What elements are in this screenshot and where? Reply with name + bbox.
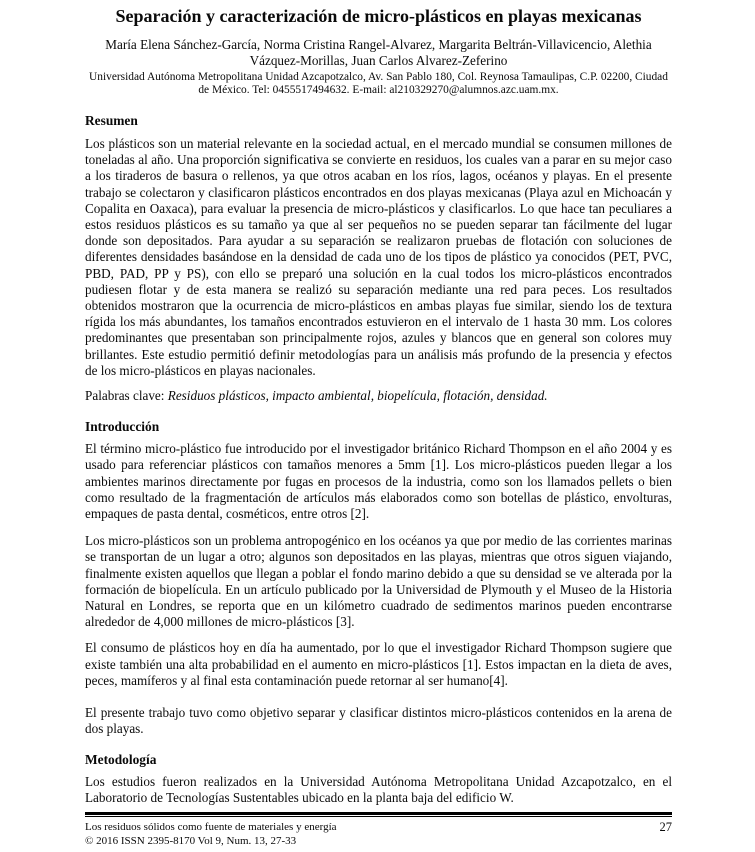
keywords-label: Palabras clave: bbox=[85, 388, 168, 404]
page-footer bbox=[85, 812, 672, 848]
introduccion-paragraph-2: Los micro-plásticos son un problema antropogénico en los océanos ya que por medio de las corrientes marinas se transportan de un lugar a otro; algunos son depositados en las playas, mientras que otros siguen viajando, finalmente existen aquellos que llegan a poblar el fondo marino debido a que su densidad se ve alterada por la formación de biopelícula. En un artículo publicado por la Universidad de Plymouth y el Museo de la Historia Natural en Londres, se reporta que en un kilómetro cuadrado de sedimentos marinos pueden encontrarse alrededor de 4,000 millones de micro-plásticos [3]. bbox=[85, 533, 672, 630]
footer-row bbox=[85, 820, 672, 848]
page-number: 27 bbox=[659, 820, 672, 834]
metodologia-paragraph: Los estudios fueron realizados en la Universidad Autónoma Metropolitana Unidad Azcapotzalco, en el Laboratorio de Tecnologías Sustentables ubicado en la planta baja del edificio W. bbox=[85, 773, 672, 805]
keywords-text: Residuos plásticos, impacto ambiental, biopelícula, flotación, densidad. bbox=[167, 388, 548, 404]
footer-rule-thick bbox=[85, 812, 672, 815]
section-heading-introduccion: Introducción bbox=[85, 419, 160, 435]
paper-affiliation: Universidad Autónoma Metropolitana Unidad Azcapotzalco, Av. San Pablo 180, Col. Reynosa Tamaulipas, C.P. 02200, Ciudad de México. Tel: 0455517494632. E-mail: al210329270@alumnos.azc.uam.mx. bbox=[89, 71, 668, 96]
footer-rule-thin bbox=[85, 816, 672, 817]
introduccion-paragraph-3: El consumo de plásticos hoy en día ha aumentado, por lo que el investigador Richard Thompson sugiere que existe también una alta probabilidad en el aumento en micro-plásticos [1]. Estos impactan en la dieta de aves, peces, mamíferos y al final esta contaminación puede retornar al ser humano[4]. bbox=[85, 640, 672, 688]
resumen-paragraph: Los plásticos son un material relevante en la sociedad actual, en el mercado mundial se consumen millones de toneladas al año. Una proporción significativa se convierte en residuos, los cuales van a parar en su mejor caso a los tiraderos de basura o rellenos, ya que otros acaban en los ríos, lagos, océanos y playas. En el presente trabajo se colectaron y clasificaron plásticos encontrados en dos playas mexicanas (Playa azul en Michoacán y Copalita en Oaxaca), para evaluar la presencia de micro-plásticos y clasificarlos. Lo que hace tan peculiares a estos residuos plásticos es su tamaño ya que al ser pequeños no se pueden separar tan fácilmente del lugar donde son depositados. Para ayudar a su separación se realizaron pruebas de flotación con soluciones de diferentes densidades basándose en la densidad de cada uno de los tipos de plástico ya conocidos (PET, PVC, PBD, PAD, PP y PS), con ello se preparó una solución en la cual todos los micro-plásticos encontrados pudiesen flotar y de esta manera se realizó su separación mediante una red para peces. Los resultados obtenidos mostraron que la ocurrencia de micro-plásticos en ambas playas fue similar, siendo los de textura rígida los más abundantes, los tamaños encontrados estuvieron en el intervalo de 1 hasta 30 mm. Los colores predominantes que presentaban son principalmente rojos, azules y blancos que en general son colores muy brillantes. Este estudio permitió definir metodologías para un análisis más profundo de la presencia y efectos de los micro-plásticos en playas nacionales. bbox=[85, 136, 672, 378]
introduccion-paragraph-1: El término micro-plástico fue introducido por el investigador británico Richard Thompson en el año 2004 y es usado para referenciar plásticos con tamaños menores a 5mm [1]. Los micro-plásticos pueden llegar a los ambientes marinos directamente por fugas en procesos de la industria, como son los llamados pellets o bien como resultado de la fragmentación de artículos más elaborados como son botellas de plástico, envolturas, empaques de pasta dental, cosméticos, entre otros [2]. bbox=[85, 441, 672, 522]
footer-journal-block bbox=[85, 820, 337, 848]
paper-content bbox=[85, 0, 672, 806]
footer-issn-line: © 2016 ISSN 2395-8170 Vol 9, Num. 13, 27-33 bbox=[85, 835, 297, 847]
section-heading-resumen: Resumen bbox=[85, 113, 138, 128]
section-heading-metodologia: Metodología bbox=[85, 751, 157, 767]
footer-journal-title: Los residuos sólidos como fuente de materiales y energía bbox=[85, 821, 337, 833]
paper-authors: María Elena Sánchez-García, Norma Cristina Rangel-Alvarez, Margarita Beltrán-Villavicencio, Alethia Vázquez-Morillas, Juan Carlos Alvarez-Zeferino bbox=[105, 37, 652, 68]
introduccion-paragraph-4: El presente trabajo tuvo como objetivo separar y clasificar distintos micro-plásticos contenidos en la arena de dos playas. bbox=[85, 705, 672, 737]
paper-title: Separación y caracterización de micro-plásticos en playas mexicanas bbox=[115, 6, 642, 26]
keywords-line bbox=[85, 388, 672, 404]
